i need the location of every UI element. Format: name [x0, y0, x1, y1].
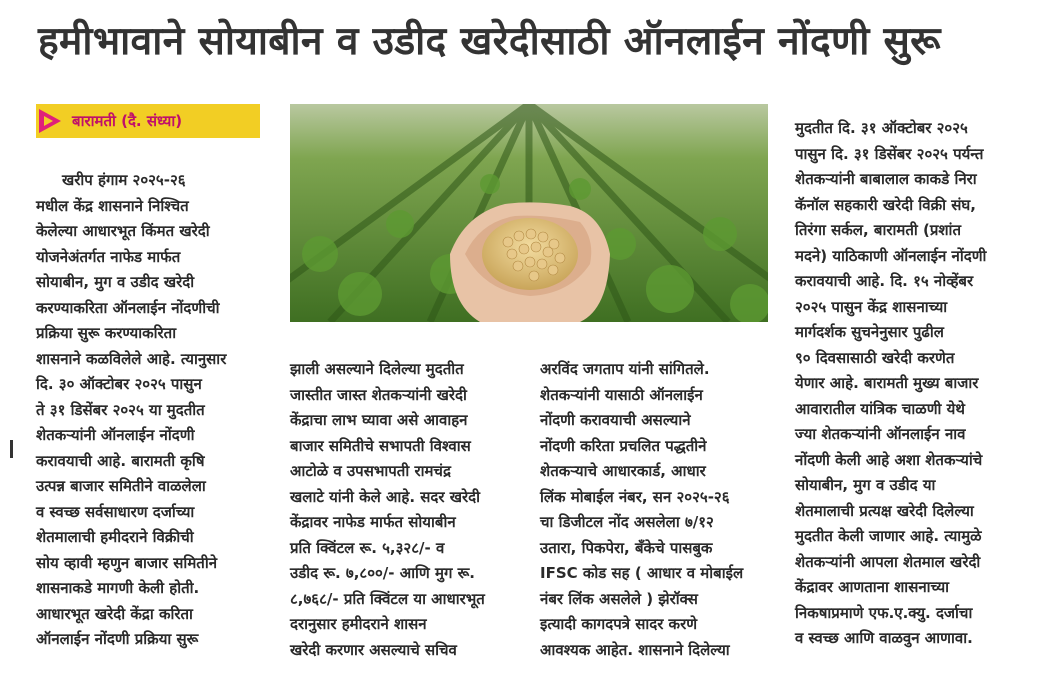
- article-line: शासनाने कळविलेले आहे. त्यानुसार: [36, 349, 227, 368]
- article-column-4: [795, 116, 1045, 652]
- article-line: शेतकऱ्यांनी आपला शेतमाल खरेदी: [795, 552, 981, 571]
- dateline-badge: [36, 104, 260, 138]
- article-line: मार्गदर्शक सुचनेनुसार पुढील: [795, 323, 944, 341]
- headline: हमीभावाने सोयाबीन व उडीद खरेदीसाठी ऑनलाईन नोंदणी सुरू: [38, 19, 941, 64]
- article-line: मधील केंद्र शासनाने निश्चित: [36, 196, 189, 215]
- article-line: शासनाकडे मागणी केली होती.: [36, 579, 200, 597]
- article-line: खरीप हंगाम २०२५-२६: [62, 171, 186, 189]
- article-line: केंद्राचा लाभ घ्यावा असे आवाहन: [290, 411, 468, 429]
- article-line: ज्या शेतकऱ्यांनी ऑनलाईन नाव: [795, 425, 966, 443]
- article-line: योजनेअंतर्गत नाफेड मार्फत: [36, 247, 181, 266]
- article-line: प्रति क्विंटल रू. ५,३२८/- व: [290, 538, 445, 557]
- article-line: लिंक मोबाईल नंबर, सन २०२५-२६: [540, 487, 730, 506]
- article-line: ऑनलाईन नोंदणी प्रक्रिया सुरू: [36, 630, 199, 648]
- article-line: व स्वच्छ आणि वाळवुन आणावा.: [795, 629, 973, 647]
- article-line: केंद्रावर नाफेड मार्फत सोयाबीन: [290, 513, 456, 531]
- article-line: आधारभूत खरेदी केंद्रा करिता: [36, 604, 193, 623]
- article-line: नोंदणी केली आहे अशा शेतकऱ्यांचे: [795, 450, 983, 469]
- article-line: खलाटे यांनी केले आहे. सदर खरेदी: [290, 487, 480, 506]
- dateline-text: बारामती (दै. संध्या): [72, 112, 183, 130]
- article-line: सोयाबीन, मुग व उडीद या: [795, 476, 936, 494]
- article-line: शेतकऱ्यांनी बाबालाल काकडे निरा: [795, 170, 977, 188]
- article-line: खरेदी करणार असल्याचे सचिव: [290, 640, 457, 659]
- article-line: शेतकऱ्यांनी ऑनलाईन नोंदणी: [36, 426, 195, 444]
- article-line: केंद्रावर आणताना शासनाच्या: [795, 578, 950, 596]
- play-arrow-icon: [39, 109, 61, 133]
- article-line: शेतकऱ्याचे आधारकार्ड, आधार: [540, 462, 706, 480]
- article-line: केलेल्या आधारभूत किंमत खरेदी: [36, 222, 210, 240]
- article-line: उडीद रू. ७,८००/- आणि मुग रू.: [290, 564, 475, 582]
- article-column-3: [540, 357, 780, 663]
- article-line: पासुन दि. ३१ डिसेंबर २०२५ पर्यन्त: [795, 144, 984, 163]
- article-line: निकषाप्रमाणे एफ.ए.क्यु. दर्जाचा: [795, 603, 973, 622]
- article-column-2: [290, 357, 526, 663]
- article-line: बाजार समितीचे सभापती विश्वास: [290, 436, 471, 455]
- article-line: व स्वच्छ सर्वसाधारण दर्जाच्या: [36, 502, 195, 521]
- article-line: शेतमालाची हमीदराने विक्रीची: [36, 528, 194, 546]
- article-line: ८,७६८/- प्रति क्विंटल या आधारभूत: [290, 589, 485, 608]
- article-line: तिरंगा सर्कल, बारामती (प्रशांत: [795, 221, 961, 239]
- article-line: ते ३१ डिसेंबर २०२५ या मुदतीत: [36, 400, 205, 419]
- article-line: नोंदणी करिता प्रचलित पद्धतीने: [540, 436, 707, 455]
- article-line: ९० दिवसासाठी खरेदी करणेत: [795, 348, 955, 367]
- article-line: आवारातील यांत्रिक चाळणी येथे: [795, 399, 965, 418]
- article-line: आवश्यक आहेत. शासनाने दिलेल्या: [540, 640, 730, 659]
- article-line: आटोळे व उपसभापती रामचंद्र: [290, 462, 451, 480]
- article-line: मुदतीत केली जाणार आहे. त्यामुळे: [795, 527, 982, 545]
- article-line: नंबर लिंक असलेले ) झेरॉक्स: [540, 589, 698, 608]
- article-line: येणार आहे. बारामती मुख्य बाजार: [795, 374, 979, 392]
- article-line: उतारा, पिकपेरा, बँकेचे पासबुक: [540, 538, 713, 557]
- article-line: अरविंद जगताप यांनी सांगितले.: [540, 360, 710, 378]
- article-line: २०२५ पासुन केंद्र शासनाच्या: [795, 297, 948, 316]
- soybean-field-with-hands-icon: [290, 104, 768, 322]
- article-line: सोय व्हावी म्हणुन बाजार समितीने: [36, 553, 218, 572]
- article-line: कॅनॉल सहकारी खरेदी विक्री संघ,: [795, 195, 976, 214]
- article-column-1: [36, 168, 268, 653]
- article-line: करावयाची आहे. बारामती कृषि: [36, 451, 205, 470]
- article-line: चा डिजीटल नोंद असलेला ७/१२: [540, 513, 714, 531]
- article-line: नोंदणी करावयाची असल्याने: [540, 411, 691, 429]
- article-line: उत्पन्न बाजार समितीने वाळलेला: [36, 477, 206, 495]
- article-line: दरानुसार हमीदराने शासन: [290, 615, 427, 633]
- article-line: सोयाबीन, मुग व उडीद खरेदी: [36, 273, 195, 291]
- margin-mark: [10, 440, 13, 458]
- article-line: करावयाची आहे. दि. १५ नोव्हेंबर: [795, 272, 974, 290]
- article-line: शेतकऱ्यांनी यासाठी ऑनलाईन: [540, 385, 703, 404]
- article-line: IFSC कोड सह ( आधार व मोबाईल: [540, 564, 744, 582]
- article-line: इत्यादी कागदपत्रे सादर करणे: [540, 615, 698, 633]
- article-line: करण्याकरिता ऑनलाईन नोंदणीची: [36, 298, 220, 317]
- soybean-field-photo: [290, 104, 768, 322]
- article-line: मुदतीत दि. ३१ ऑक्टोबर २०२५: [795, 119, 968, 137]
- article-line: दि. ३० ऑक्टोबर २०२५ पासुन: [36, 375, 202, 393]
- article-line: झाली असल्याने दिलेल्या मुदतीत: [290, 360, 464, 378]
- article-line: जास्तीत जास्त शेतकऱ्यांनी खरेदी: [290, 385, 467, 404]
- article-line: शेतमालाची प्रत्यक्ष खरेदी दिलेल्या: [795, 501, 974, 520]
- article-line: मदने) याठिकाणी ऑनलाईन नोंदणी: [795, 246, 987, 265]
- article-line: प्रक्रिया सुरू करण्याकरिता: [36, 324, 177, 342]
